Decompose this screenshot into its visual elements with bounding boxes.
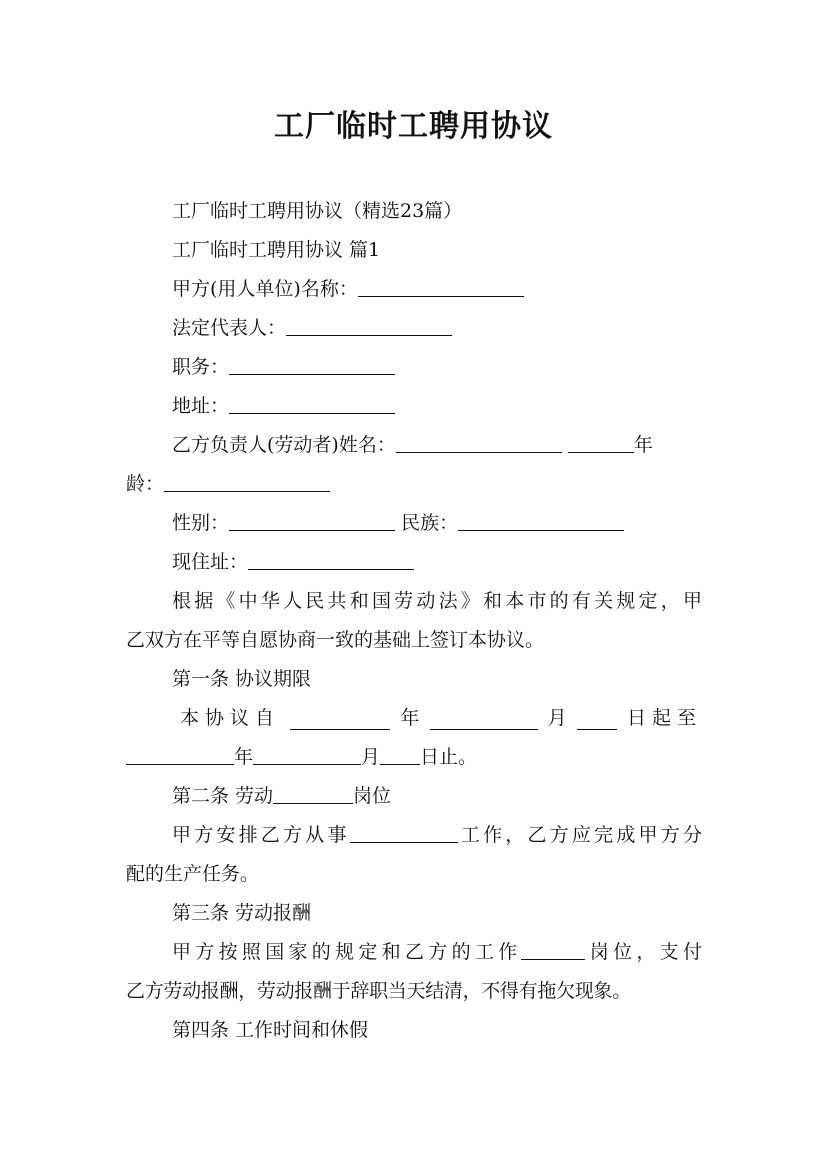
blank-line [358, 280, 524, 297]
blank-line [458, 514, 624, 531]
text-span: 日起至 [626, 707, 702, 729]
blank-line [229, 514, 395, 531]
field-label: 地址： [172, 395, 230, 417]
text-span: 工作，乙方应完成甲方分 [457, 824, 702, 846]
text-span: 甲方安排乙方从事 [172, 824, 350, 846]
field-party-a-name [172, 277, 702, 301]
blank-line [568, 436, 634, 453]
field-legal-rep [172, 316, 702, 340]
blank-line [229, 397, 395, 414]
blank-line [577, 713, 617, 730]
blank-line [430, 713, 538, 730]
field-label: 乙方负责人(劳动者)姓名： [172, 434, 396, 456]
paragraph-line: 配的生产任务。 [126, 863, 260, 885]
article-heading: 第三条 劳动报酬 [172, 902, 312, 924]
text-span: 年 [400, 707, 420, 729]
field-age [126, 472, 702, 496]
field-label: 年 [633, 434, 653, 456]
field-label: 民族： [401, 512, 459, 534]
field-label: 甲方(用人单位)名称： [172, 278, 358, 300]
text-span: 甲方按照国家的规定和乙方的工作 [172, 941, 522, 963]
field-label: 龄： [126, 473, 165, 495]
field-gender-ethnicity [172, 511, 702, 535]
article-heading: 第一条 协议期限 [172, 668, 312, 690]
blank-line [126, 748, 234, 765]
blank-line [380, 748, 420, 765]
blank-line [350, 826, 458, 843]
document-title: 工厂临时工聘用协议 [274, 109, 553, 144]
blank-line [273, 787, 353, 804]
paragraph-line: 根据《中华人民共和国劳动法》和本市的有关规定，甲 [172, 590, 702, 612]
text-span: 本协议自 [180, 707, 281, 729]
article-heading: 第四条 工作时间和休假 [172, 1019, 369, 1041]
article-heading [172, 784, 702, 808]
text-span: 月 [547, 707, 567, 729]
field-label: 职务： [172, 356, 230, 378]
blank-line [290, 713, 390, 730]
term-end-line [126, 745, 702, 769]
field-position [172, 355, 702, 379]
field-label: 现住址： [172, 551, 249, 573]
paragraph-line [172, 823, 702, 847]
blank-line [164, 475, 330, 492]
text-span: 岗位 [353, 785, 392, 807]
paragraph-line: 乙方劳动报酬，劳动报酬于辞职当天结清，不得有拖欠现象。 [126, 980, 631, 1002]
blank-line [248, 553, 414, 570]
text-span: 日止。 [420, 746, 478, 768]
blank-line [229, 358, 395, 375]
blank-line [396, 436, 562, 453]
text-span: 第二条 劳动 [172, 785, 274, 807]
text-span: 月 [361, 746, 381, 768]
field-party-b-name [172, 433, 702, 457]
doc-subtitle: 工厂临时工聘用协议（精选23篇） [172, 200, 463, 222]
section-heading: 工厂临时工聘用协议 篇1 [172, 239, 381, 261]
term-start-line [180, 706, 702, 730]
text-span: 岗位，支付 [585, 941, 702, 963]
text-span: 年 [234, 746, 254, 768]
paragraph-line [172, 940, 702, 964]
blank-line [521, 943, 585, 960]
field-label: 性别： [172, 512, 230, 534]
paragraph-line: 乙双方在平等自愿协商一致的基础上签订本协议。 [126, 629, 545, 651]
field-address [172, 394, 702, 418]
field-residence [172, 550, 702, 574]
blank-line [286, 319, 452, 336]
blank-line [253, 748, 361, 765]
field-label: 法定代表人： [172, 317, 287, 339]
